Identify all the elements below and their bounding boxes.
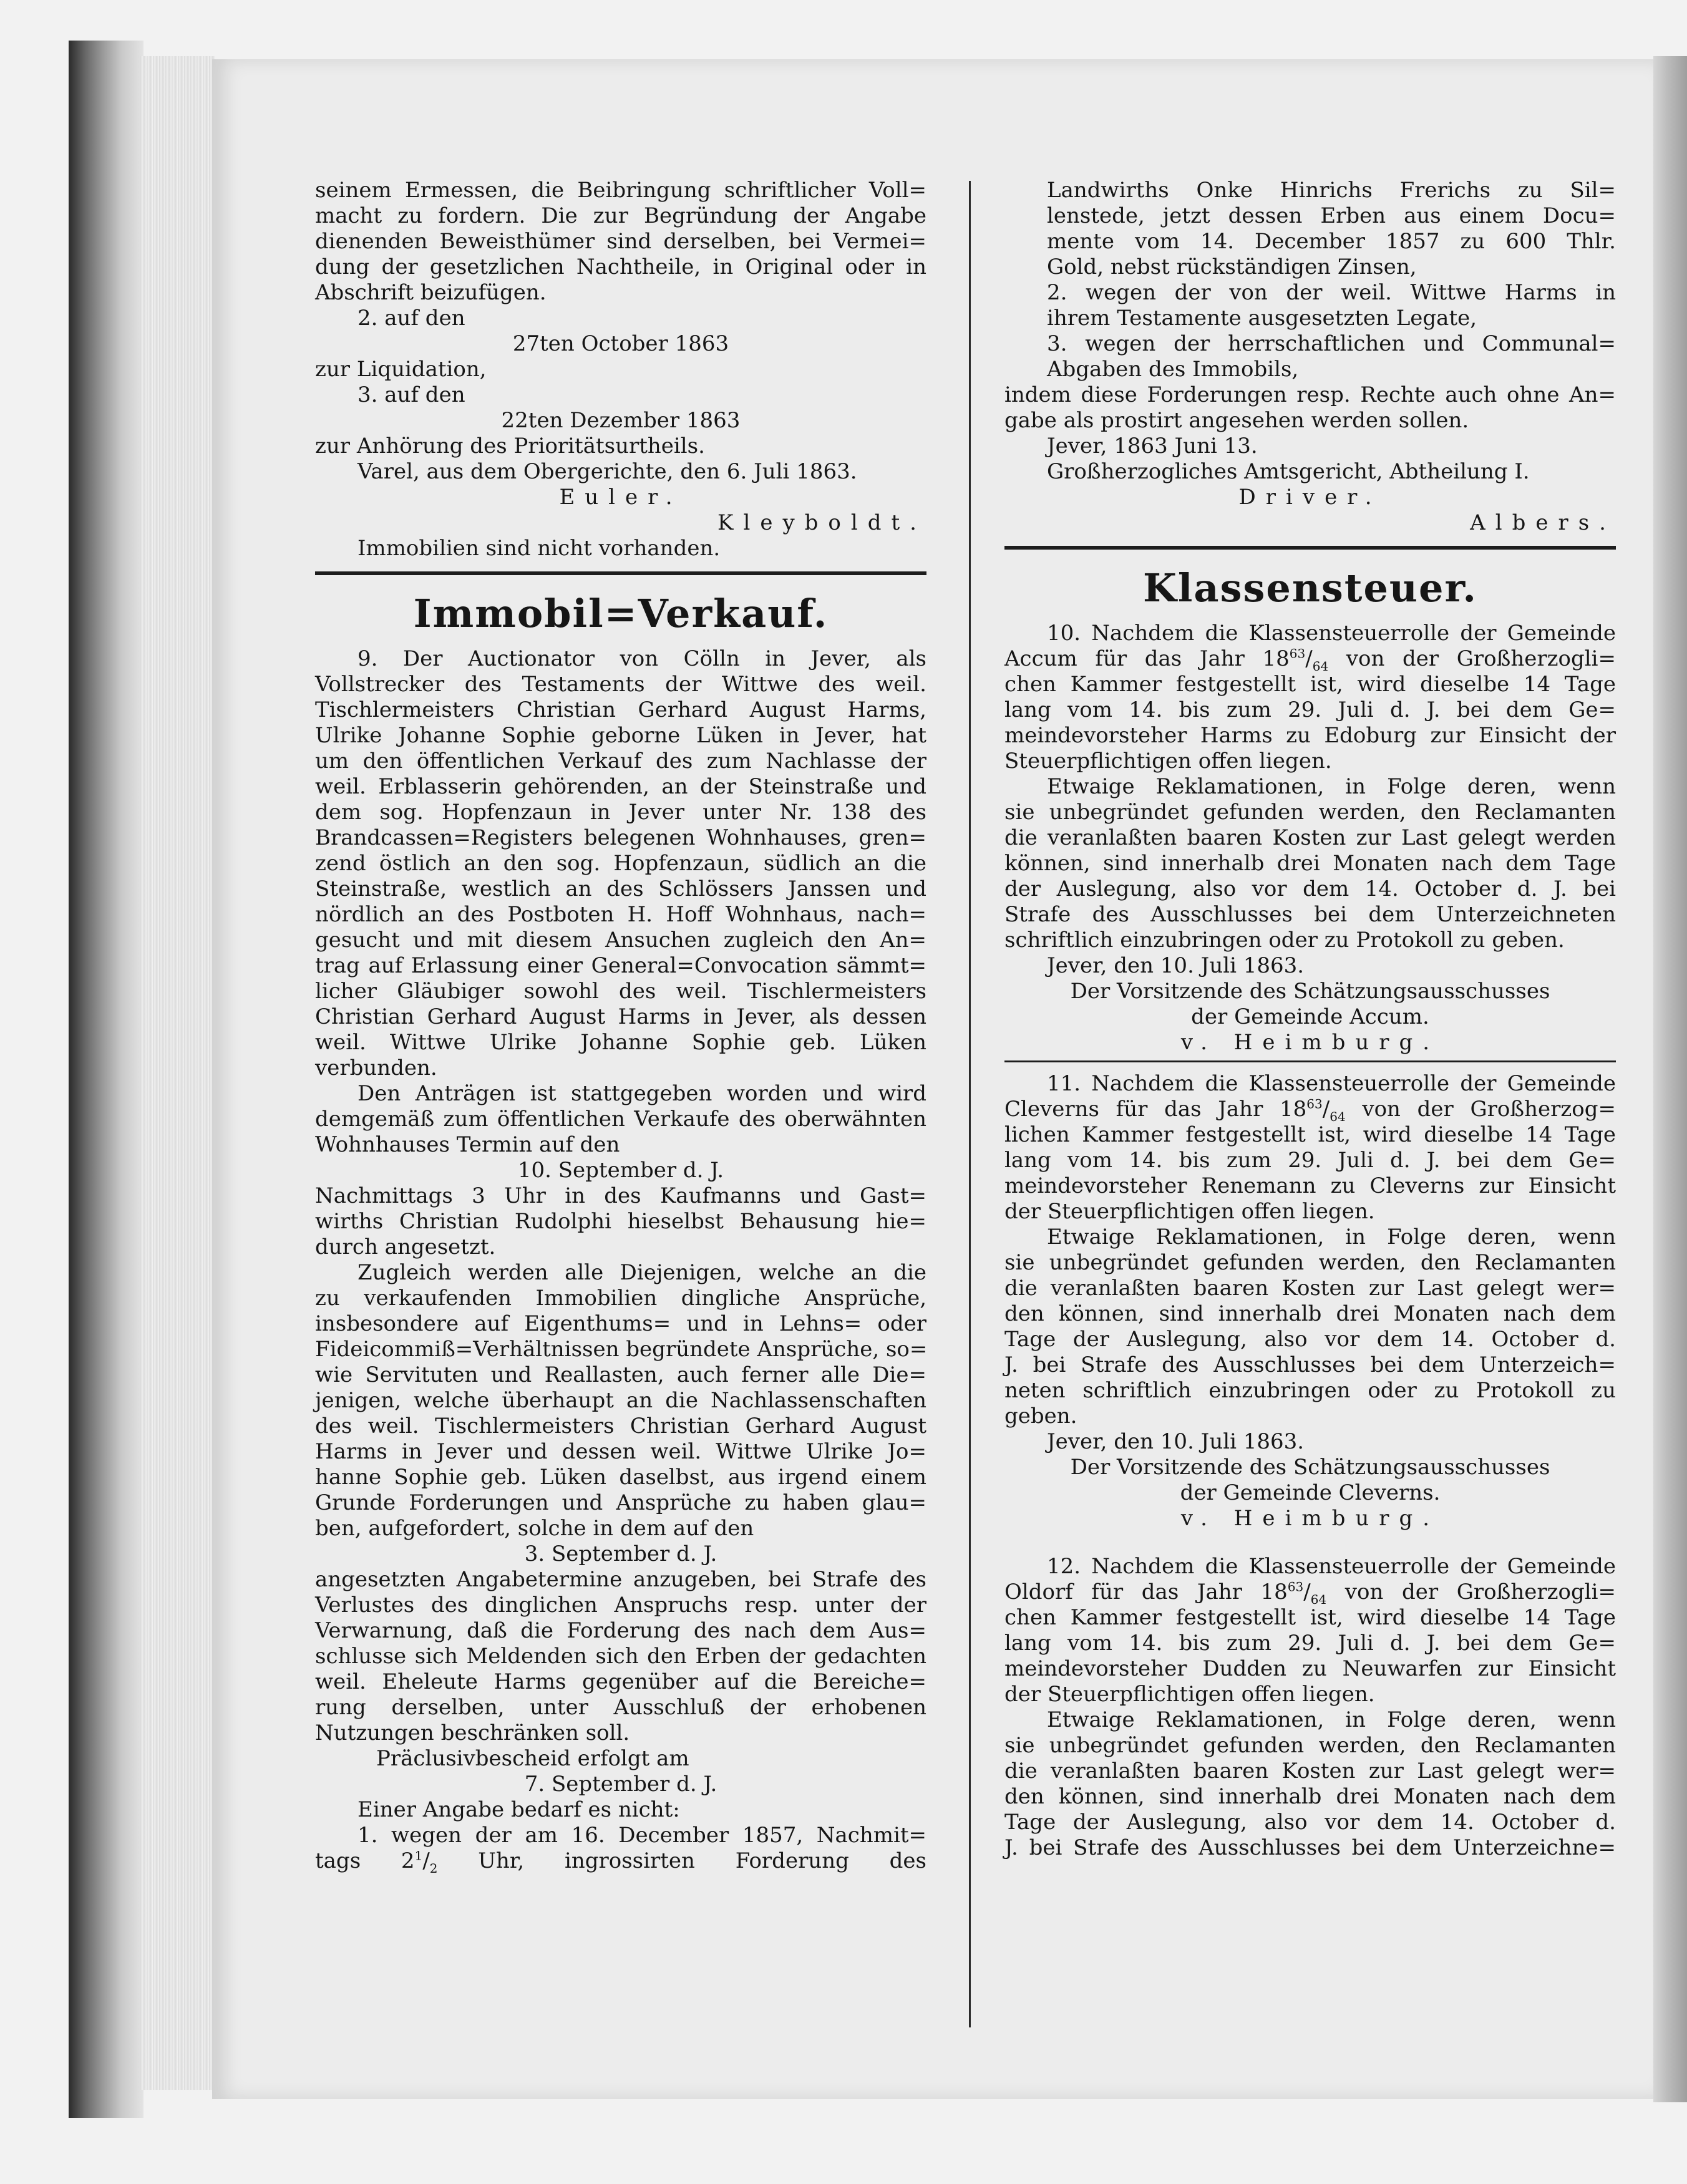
text-line: Vollstrecker des Testaments der Wittwe des weil. xyxy=(315,672,926,697)
date-auction: 10. September d. J. xyxy=(517,1158,724,1183)
section-rule xyxy=(1004,546,1616,550)
text-fragment: Oldorf für das Jahr xyxy=(1004,1580,1261,1604)
item-3: 3. auf den xyxy=(357,382,465,407)
text-line: Fideicommiß=Verhältnissen begründete Ansprüche, so= xyxy=(315,1337,928,1362)
text-line: zend östlich an den sog. Hopfenzaun, südlich an die xyxy=(315,851,926,876)
text-line: gesucht und mit diesem Ansuchen zugleich den An= xyxy=(315,928,926,953)
court-name: Großherzogliches Amtsgericht, Abtheilung I. xyxy=(1047,459,1530,484)
date-priority: 22ten Dezember 1863 xyxy=(501,408,741,433)
text-fragment: 18 xyxy=(1280,1097,1307,1122)
signature-euler: Euler. xyxy=(559,485,683,510)
text-line: Tage der Auslegung, also vor dem 14. October d. xyxy=(1004,1810,1616,1835)
text-line: schriftlich einzubringen oder zu Protokoll zu geben. xyxy=(1004,928,1565,953)
text-line: lang vom 14. bis zum 29. Juli d. J. bei dem Ge= xyxy=(1004,1631,1616,1656)
text-line: 10. Nachdem die Klassensteuerrolle der Gemeinde xyxy=(1047,621,1616,646)
fraction-denominator: 2 xyxy=(429,1860,438,1876)
text-line: Verwarnung, daß die Forderung des nach dem Aus= xyxy=(315,1618,926,1643)
text-line: der Steuerpflichtigen offen liegen. xyxy=(1004,1682,1375,1707)
signature-kleyboldt: Kleyboldt. xyxy=(717,510,926,535)
text-line: Etwaige Reklamationen, in Folge deren, wenn xyxy=(1047,1707,1616,1732)
text-line: J. bei Strafe des Ausschlusses bei dem Unterzeichne= xyxy=(1004,1835,1616,1860)
right-column xyxy=(1004,178,1616,1861)
text-line: ben, aufgefordert, solche in dem auf den xyxy=(315,1516,754,1541)
text-line: Oldorf für das Jahr $18^{63}/_{64}$ von der Großherzogli= xyxy=(1004,1579,1616,1607)
section-heading: Immobil=Verkauf. xyxy=(413,591,829,636)
text-line: Steuerpflichtigen offen liegen. xyxy=(1004,749,1332,774)
text-line: Einer Angabe bedarf es nicht: xyxy=(357,1797,680,1822)
date-claims: 3. September d. J. xyxy=(524,1541,717,1566)
text-line: den können, sind innerhalb drei Monaten nach dem xyxy=(1004,1301,1616,1326)
place-date: Jever, 1863 Juni 13. xyxy=(1047,434,1258,459)
text-line: Etwaige Reklamationen, in Folge deren, wenn xyxy=(1047,1225,1616,1250)
text-line: demgemäß zum öffentlichen Verkaufe des oberwähnten xyxy=(315,1107,926,1132)
chair-title: Der Vorsitzende des Schätzungsausschusses xyxy=(1070,979,1550,1004)
left-column xyxy=(315,178,926,1874)
page-stack-edges xyxy=(140,56,215,2090)
text-line: lang vom 14. bis zum 29. Juli d. J. bei dem Ge= xyxy=(1004,697,1616,722)
text-line: meindevorsteher Renemann zu Cleverns zur Einsicht xyxy=(1004,1173,1616,1198)
text-line: 12. Nachdem die Klassensteuerrolle der Gemeinde xyxy=(1047,1554,1616,1579)
chair-community: der Gemeinde Cleverns. xyxy=(1180,1480,1441,1505)
text-line: die veranlaßten baaren Kosten zur Last gelegt wer= xyxy=(1004,1276,1616,1301)
chair-title: Der Vorsitzende des Schätzungsausschusses xyxy=(1070,1455,1550,1480)
text-line: sie unbegründet gefunden werden, den Reclamanten xyxy=(1004,1733,1616,1758)
text-line: der Steuerpflichtigen offen liegen. xyxy=(1004,1199,1375,1224)
text-fragment: tags 2 xyxy=(315,1848,415,1873)
text-line: der Auslegung, also vor dem 14. October d. J. bei xyxy=(1004,876,1616,901)
text-fragment: 18 xyxy=(1262,646,1290,671)
text-line: Harms in Jever und dessen weil. Wittwe Ulrike Jo= xyxy=(315,1439,926,1464)
text-line: Landwirths Onke Hinrichs Frerichs zu Sil= xyxy=(1047,178,1616,203)
text-line: Nachmittags 3 Uhr in des Kaufmanns und Gast= xyxy=(315,1183,926,1208)
next-page-edge xyxy=(1653,56,1687,2102)
text-line: meindevorsteher Harms zu Edoburg zur Einsicht der xyxy=(1004,723,1616,748)
column-divider xyxy=(969,181,971,2027)
text-fragment: Uhr, ingrossirten Forderung des xyxy=(437,1848,926,1873)
text-line: tags $2^1/_2$ Uhr, ingrossirten Forderung des xyxy=(315,1848,926,1876)
text-line: dienenden Beweisthümer sind derselben, bei Vermei= xyxy=(315,229,926,254)
text-line: Strafe des Ausschlusses bei dem Unterzeichneten xyxy=(1004,902,1616,927)
text-line: 3. wegen der herrschaftlichen und Communal= xyxy=(1047,331,1616,356)
text-line: meindevorsteher Dudden zu Neuwarfen zur Einsicht xyxy=(1004,1656,1616,1681)
year-superscript: 63 xyxy=(1287,1579,1304,1594)
text-line: zu verkaufenden Immobilien dingliche Ansprüche, xyxy=(315,1286,926,1311)
text-line: Steinstraße, westlich an des Schlössers Janssen und xyxy=(315,876,926,901)
text-line: mente vom 14. December 1857 zu 600 Thlr. xyxy=(1047,229,1616,254)
text-line: die veranlaßten baaren Kosten zur Last gelegt werden xyxy=(1004,825,1616,850)
fraction-numerator: 1 xyxy=(414,1848,423,1863)
text-line: macht zu fordern. Die zur Begründung der Angabe xyxy=(315,203,926,228)
text-fragment: von der Großherzogli= xyxy=(1328,646,1616,671)
text-line: Tage der Auslegung, also vor dem 14. October d. xyxy=(1004,1327,1616,1352)
text-line: geben. xyxy=(1004,1404,1077,1429)
text-line: verbunden. xyxy=(315,1056,437,1080)
text-line: weil. Wittwe Ulrike Johanne Sophie geb. Lüken xyxy=(315,1030,926,1055)
text-line: sie unbegründet gefunden werden, den Reclamanten xyxy=(1004,1250,1616,1275)
text-line: Abschrift beizufügen. xyxy=(315,280,547,305)
text-line: 1. wegen der am 16. December 1857, Nachmit= xyxy=(357,1823,926,1848)
text-line: 11. Nachdem die Klassensteuerrolle der Gemeinde xyxy=(1047,1071,1616,1096)
text-line: trag auf Erlassung einer General=Convocation sämmt= xyxy=(315,953,926,978)
text-line: durch angesetzt. xyxy=(315,1235,496,1259)
text-line: den können, sind innerhalb drei Monaten nach dem xyxy=(1004,1784,1616,1809)
text-line: Den Anträgen ist stattgegeben worden und wird xyxy=(357,1081,926,1106)
text-line: chen Kammer festgestellt ist, wird dieselbe 14 Tage xyxy=(1004,1605,1616,1630)
text-line: insbesondere auf Eigenthums= und in Lehns= oder xyxy=(315,1311,926,1336)
text-fragment: Accum für das Jahr xyxy=(1004,646,1263,671)
text-line: rung derselben, unter Ausschluß der erhobenen xyxy=(315,1695,926,1720)
text-line: die veranlaßten baaren Kosten zur Last gelegt wer= xyxy=(1004,1759,1616,1784)
signature-heimburg: v. Heimburg. xyxy=(1180,1030,1440,1055)
text-fragment: 18 xyxy=(1260,1580,1288,1604)
text-line: Abgaben des Immobils, xyxy=(1047,357,1299,382)
year-subscript: 64 xyxy=(1330,1109,1346,1124)
text-line: um den öffentlichen Verkauf des zum Nachlasse der xyxy=(315,749,926,774)
text-line: indem diese Forderungen resp. Rechte auch ohne An= xyxy=(1004,382,1616,407)
text-fragment: von der Großherzog= xyxy=(1345,1097,1617,1122)
text-fragment: von der Großherzogli= xyxy=(1326,1580,1616,1604)
spacer xyxy=(1004,1531,1616,1554)
text-line: lenstede, jetzt dessen Erben aus einem Docu= xyxy=(1047,203,1616,228)
text-line: sie unbegründet gefunden werden, den Reclamanten xyxy=(1004,800,1616,825)
date-liquidation: 27ten October 1863 xyxy=(512,331,729,356)
text-line: Zugleich werden alle Diejenigen, welche an die xyxy=(357,1260,926,1285)
text-line: Etwaige Reklamationen, in Folge deren, wenn xyxy=(1047,774,1616,799)
text-line: des weil. Tischlermeisters Christian Gerhard August xyxy=(315,1414,926,1439)
text-line: wie Servituten und Reallasten, auch ferner alle Die= xyxy=(315,1362,926,1387)
section-rule xyxy=(315,571,926,575)
text-line: Brandcassen=Registers belegenen Wohnhauses, gren= xyxy=(315,825,926,850)
text-line: licher Gläubiger sowohl des weil. Tischlermeisters xyxy=(315,979,926,1004)
text-line: gabe als prostirt angesehen werden sollen. xyxy=(1004,408,1469,433)
text-line: jenigen, welche überhaupt an die Nachlassenschaften xyxy=(315,1388,926,1413)
signature-driver: Driver. xyxy=(1238,485,1382,510)
text-fragment: Cleverns für das Jahr xyxy=(1004,1097,1280,1122)
preclusion-note: Präclusivbescheid erfolgt am xyxy=(376,1746,689,1771)
text-line: 9. Der Auctionator von Cölln in Jever, als xyxy=(357,646,926,671)
text-line: wirths Christian Rudolphi hieselbst Behausung hie= xyxy=(315,1209,926,1234)
text-line: lichen Kammer festgestellt ist, wird dieselbe 14 Tage xyxy=(1004,1122,1616,1147)
place-date: Jever, den 10. Juli 1863. xyxy=(1047,1429,1305,1454)
year-subscript: 64 xyxy=(1310,1591,1327,1607)
signature-heimburg: v. Heimburg. xyxy=(1180,1506,1440,1531)
year-subscript: 64 xyxy=(1312,658,1329,674)
purpose-liquidation: zur Liquidation, xyxy=(315,357,487,382)
text-line: 2. wegen der von der weil. Wittwe Harms in xyxy=(1047,280,1616,305)
text-line: J. bei Strafe des Ausschlusses bei dem Unterzeich= xyxy=(1004,1352,1616,1377)
signature-albers: Albers. xyxy=(1470,510,1616,535)
text-line: dem sog. Hopfenzaun in Jever unter Nr. 138 des xyxy=(315,800,926,825)
text-line: Christian Gerhard August Harms in Jever, als dessen xyxy=(315,1004,926,1029)
year-superscript: 63 xyxy=(1306,1096,1323,1112)
item-2: 2. auf den xyxy=(357,306,465,331)
text-line: Tischlermeisters Christian Gerhard August Harms, xyxy=(315,697,926,722)
text-line: Cleverns für das Jahr $18^{63}/_{64}$ von der Großherzog= xyxy=(1004,1096,1617,1124)
text-line: Nutzungen beschränken soll. xyxy=(315,1721,630,1745)
text-line: lang vom 14. bis zum 29. Juli d. J. bei dem Ge= xyxy=(1004,1148,1616,1173)
text-line: hanne Sophie geb. Lüken daselbst, aus irgend einem xyxy=(315,1465,926,1490)
year-superscript: 63 xyxy=(1289,646,1306,661)
text-line: nördlich an des Postboten H. Hoff Wohnhaus, nach= xyxy=(315,902,926,927)
text-line: Ulrike Johanne Sophie geborne Lüken in Jever, hat xyxy=(315,723,926,748)
text-line: ihrem Testamente ausgesetzten Legate, xyxy=(1047,306,1477,331)
section-heading: Klassensteuer. xyxy=(1142,565,1478,611)
purpose-priority: zur Anhörung des Prioritätsurtheils. xyxy=(315,434,705,459)
text-line: neten schriftlich einzubringen oder zu Protokoll zu xyxy=(1004,1378,1616,1403)
text-line: Grunde Forderungen und Ansprüche zu haben glau= xyxy=(315,1490,926,1515)
place-date: Varel, aus dem Obergerichte, den 6. Juli 1863. xyxy=(357,459,857,484)
chair-community: der Gemeinde Accum. xyxy=(1191,1004,1429,1029)
text-line: angesetzten Angabetermine anzugeben, bei Strafe des xyxy=(315,1567,926,1592)
text-line: weil. Erblasserin gehörenden, an der Steinstraße und xyxy=(315,774,926,799)
date-preclusion: 7. September d. J. xyxy=(524,1772,717,1797)
text-line: Gold, nebst rückständigen Zinsen, xyxy=(1047,255,1417,279)
text-line: Wohnhauses Termin auf den xyxy=(315,1132,620,1157)
text-line: weil. Eheleute Harms gegenüber auf die Bereiche= xyxy=(315,1669,926,1694)
text-line: dung der gesetzlichen Nachtheile, in Original oder in xyxy=(315,255,926,279)
text-line: Accum für das Jahr $18^{63}/_{64}$ von der Großherzogli= xyxy=(1004,646,1616,674)
text-line: Verlustes des dinglichen Anspruchs resp. unter der xyxy=(315,1593,926,1618)
text-line: chen Kammer festgestellt ist, wird dieselbe 14 Tage xyxy=(1004,672,1616,697)
text-line: können, sind innerhalb drei Monaten nach dem Tage xyxy=(1004,851,1616,876)
text-line: schlusse sich Meldenden sich den Erben der gedachten xyxy=(315,1644,926,1669)
notice-rule xyxy=(1004,1060,1616,1062)
place-date: Jever, den 10. Juli 1863. xyxy=(1047,953,1305,978)
text-line: seinem Ermessen, die Beibringung schriftlicher Voll= xyxy=(315,178,926,203)
note-no-property: Immobilien sind nicht vorhanden. xyxy=(357,536,721,561)
book-spine-edge xyxy=(69,41,143,2118)
